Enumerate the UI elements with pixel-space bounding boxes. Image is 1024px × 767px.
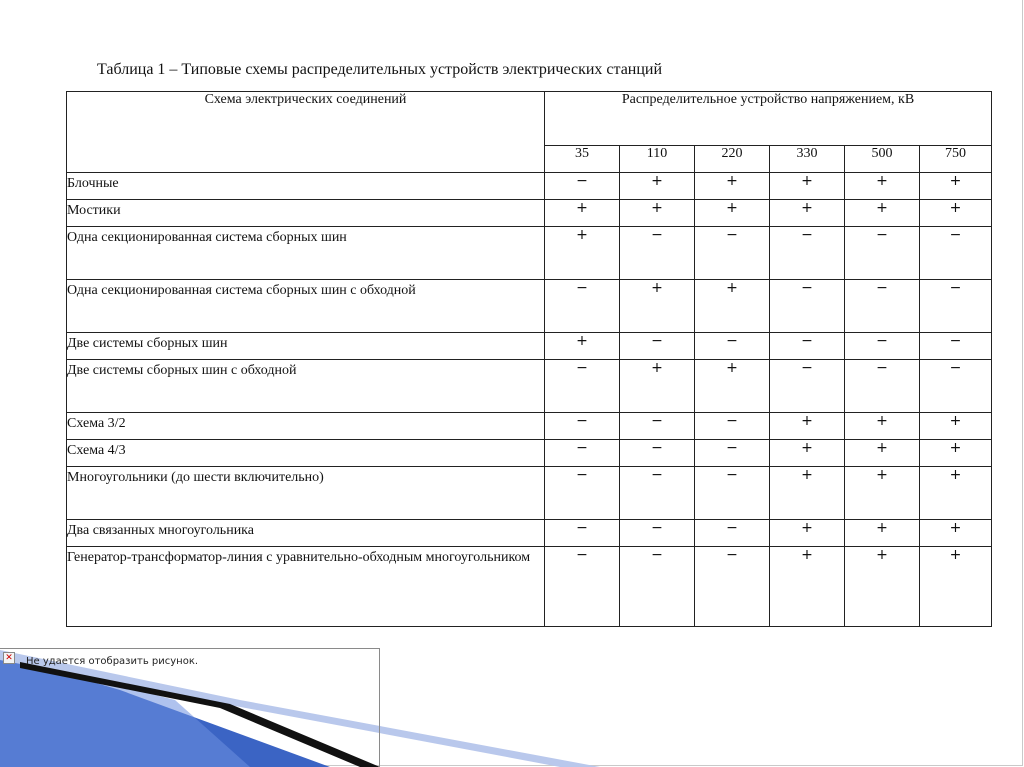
mark-500kv: + [845,440,920,467]
mark-220kv: + [695,360,770,413]
scheme-name-cell: Две системы сборных шин [67,333,545,360]
mark-750kv: − [920,333,992,360]
scheme-name-cell: Одна секционированная система сборных шин [67,227,545,280]
mark-110kv: − [620,413,695,440]
mark-330kv: − [770,280,845,333]
scheme-name-cell: Два связанных многоугольника [67,520,545,547]
mark-750kv: − [920,360,992,413]
mark-35kv: − [545,547,620,627]
scheme-name-cell: Генератор-трансформатор-линия с уравнительно-обходным многоугольником [67,547,545,627]
mark-35kv: − [545,467,620,520]
mark-500kv: − [845,227,920,280]
mark-110kv: + [620,360,695,413]
mark-35kv: + [545,200,620,227]
mark-35kv: − [545,440,620,467]
mark-330kv: + [770,467,845,520]
mark-110kv: − [620,547,695,627]
mark-110kv: − [620,440,695,467]
mark-110kv: + [620,173,695,200]
mark-330kv: + [770,440,845,467]
mark-750kv: − [920,280,992,333]
mark-500kv: + [845,547,920,627]
mark-35kv: + [545,227,620,280]
mark-35kv: − [545,520,620,547]
mark-330kv: + [770,520,845,547]
mark-330kv: − [770,227,845,280]
mark-110kv: + [620,280,695,333]
header-switchgear-voltage: Распределительное устройство напряжением, кВ [545,92,992,146]
mark-500kv: + [845,467,920,520]
mark-750kv: − [920,227,992,280]
mark-220kv: − [695,467,770,520]
mark-35kv: − [545,280,620,333]
mark-330kv: + [770,173,845,200]
mark-35kv: + [545,333,620,360]
broken-image-icon: ✕ [3,652,15,664]
scheme-name-cell: Многоугольники (до шести включительно) [67,467,545,520]
scheme-name-cell: Блочные [67,173,545,200]
scheme-name-cell: Мостики [67,200,545,227]
mark-330kv: + [770,547,845,627]
header-scheme: Схема электрических соединений [67,92,545,173]
mark-500kv: + [845,413,920,440]
header-voltage-500: 500 [845,146,920,173]
mark-220kv: − [695,227,770,280]
mark-220kv: − [695,413,770,440]
mark-750kv: + [920,467,992,520]
mark-500kv: − [845,360,920,413]
scheme-name-cell: Схема 4/3 [67,440,545,467]
mark-500kv: + [845,173,920,200]
header-voltage-35: 35 [545,146,620,173]
header-voltage-750: 750 [920,146,992,173]
header-voltage-330: 330 [770,146,845,173]
mark-110kv: − [620,227,695,280]
mark-35kv: − [545,360,620,413]
mark-750kv: + [920,413,992,440]
mark-220kv: − [695,520,770,547]
mark-330kv: + [770,200,845,227]
mark-750kv: + [920,547,992,627]
header-voltage-220: 220 [695,146,770,173]
image-placeholder-message: Не удается отобразить рисунок. [26,656,199,667]
mark-500kv: + [845,200,920,227]
mark-500kv: + [845,520,920,547]
mark-110kv: − [620,467,695,520]
mark-500kv: − [845,280,920,333]
mark-220kv: + [695,280,770,333]
table-caption: Таблица 1 – Типовые схемы распределительных устройств электрических станций [97,61,663,78]
mark-220kv: + [695,173,770,200]
scheme-name-cell: Две системы сборных шин с обходной [67,360,545,413]
mark-750kv: + [920,173,992,200]
mark-35kv: − [545,413,620,440]
mark-110kv: − [620,520,695,547]
mark-750kv: + [920,200,992,227]
mark-330kv: − [770,333,845,360]
mark-500kv: − [845,333,920,360]
scheme-name-cell: Одна секционированная система сборных шин с обходной [67,280,545,333]
mark-220kv: − [695,440,770,467]
mark-220kv: + [695,200,770,227]
scheme-name-cell: Схема 3/2 [67,413,545,440]
header-voltage-110: 110 [620,146,695,173]
mark-220kv: − [695,547,770,627]
mark-35kv: − [545,173,620,200]
mark-220kv: − [695,333,770,360]
mark-330kv: − [770,360,845,413]
mark-110kv: − [620,333,695,360]
mark-750kv: + [920,520,992,547]
mark-330kv: + [770,413,845,440]
mark-750kv: + [920,440,992,467]
mark-110kv: + [620,200,695,227]
